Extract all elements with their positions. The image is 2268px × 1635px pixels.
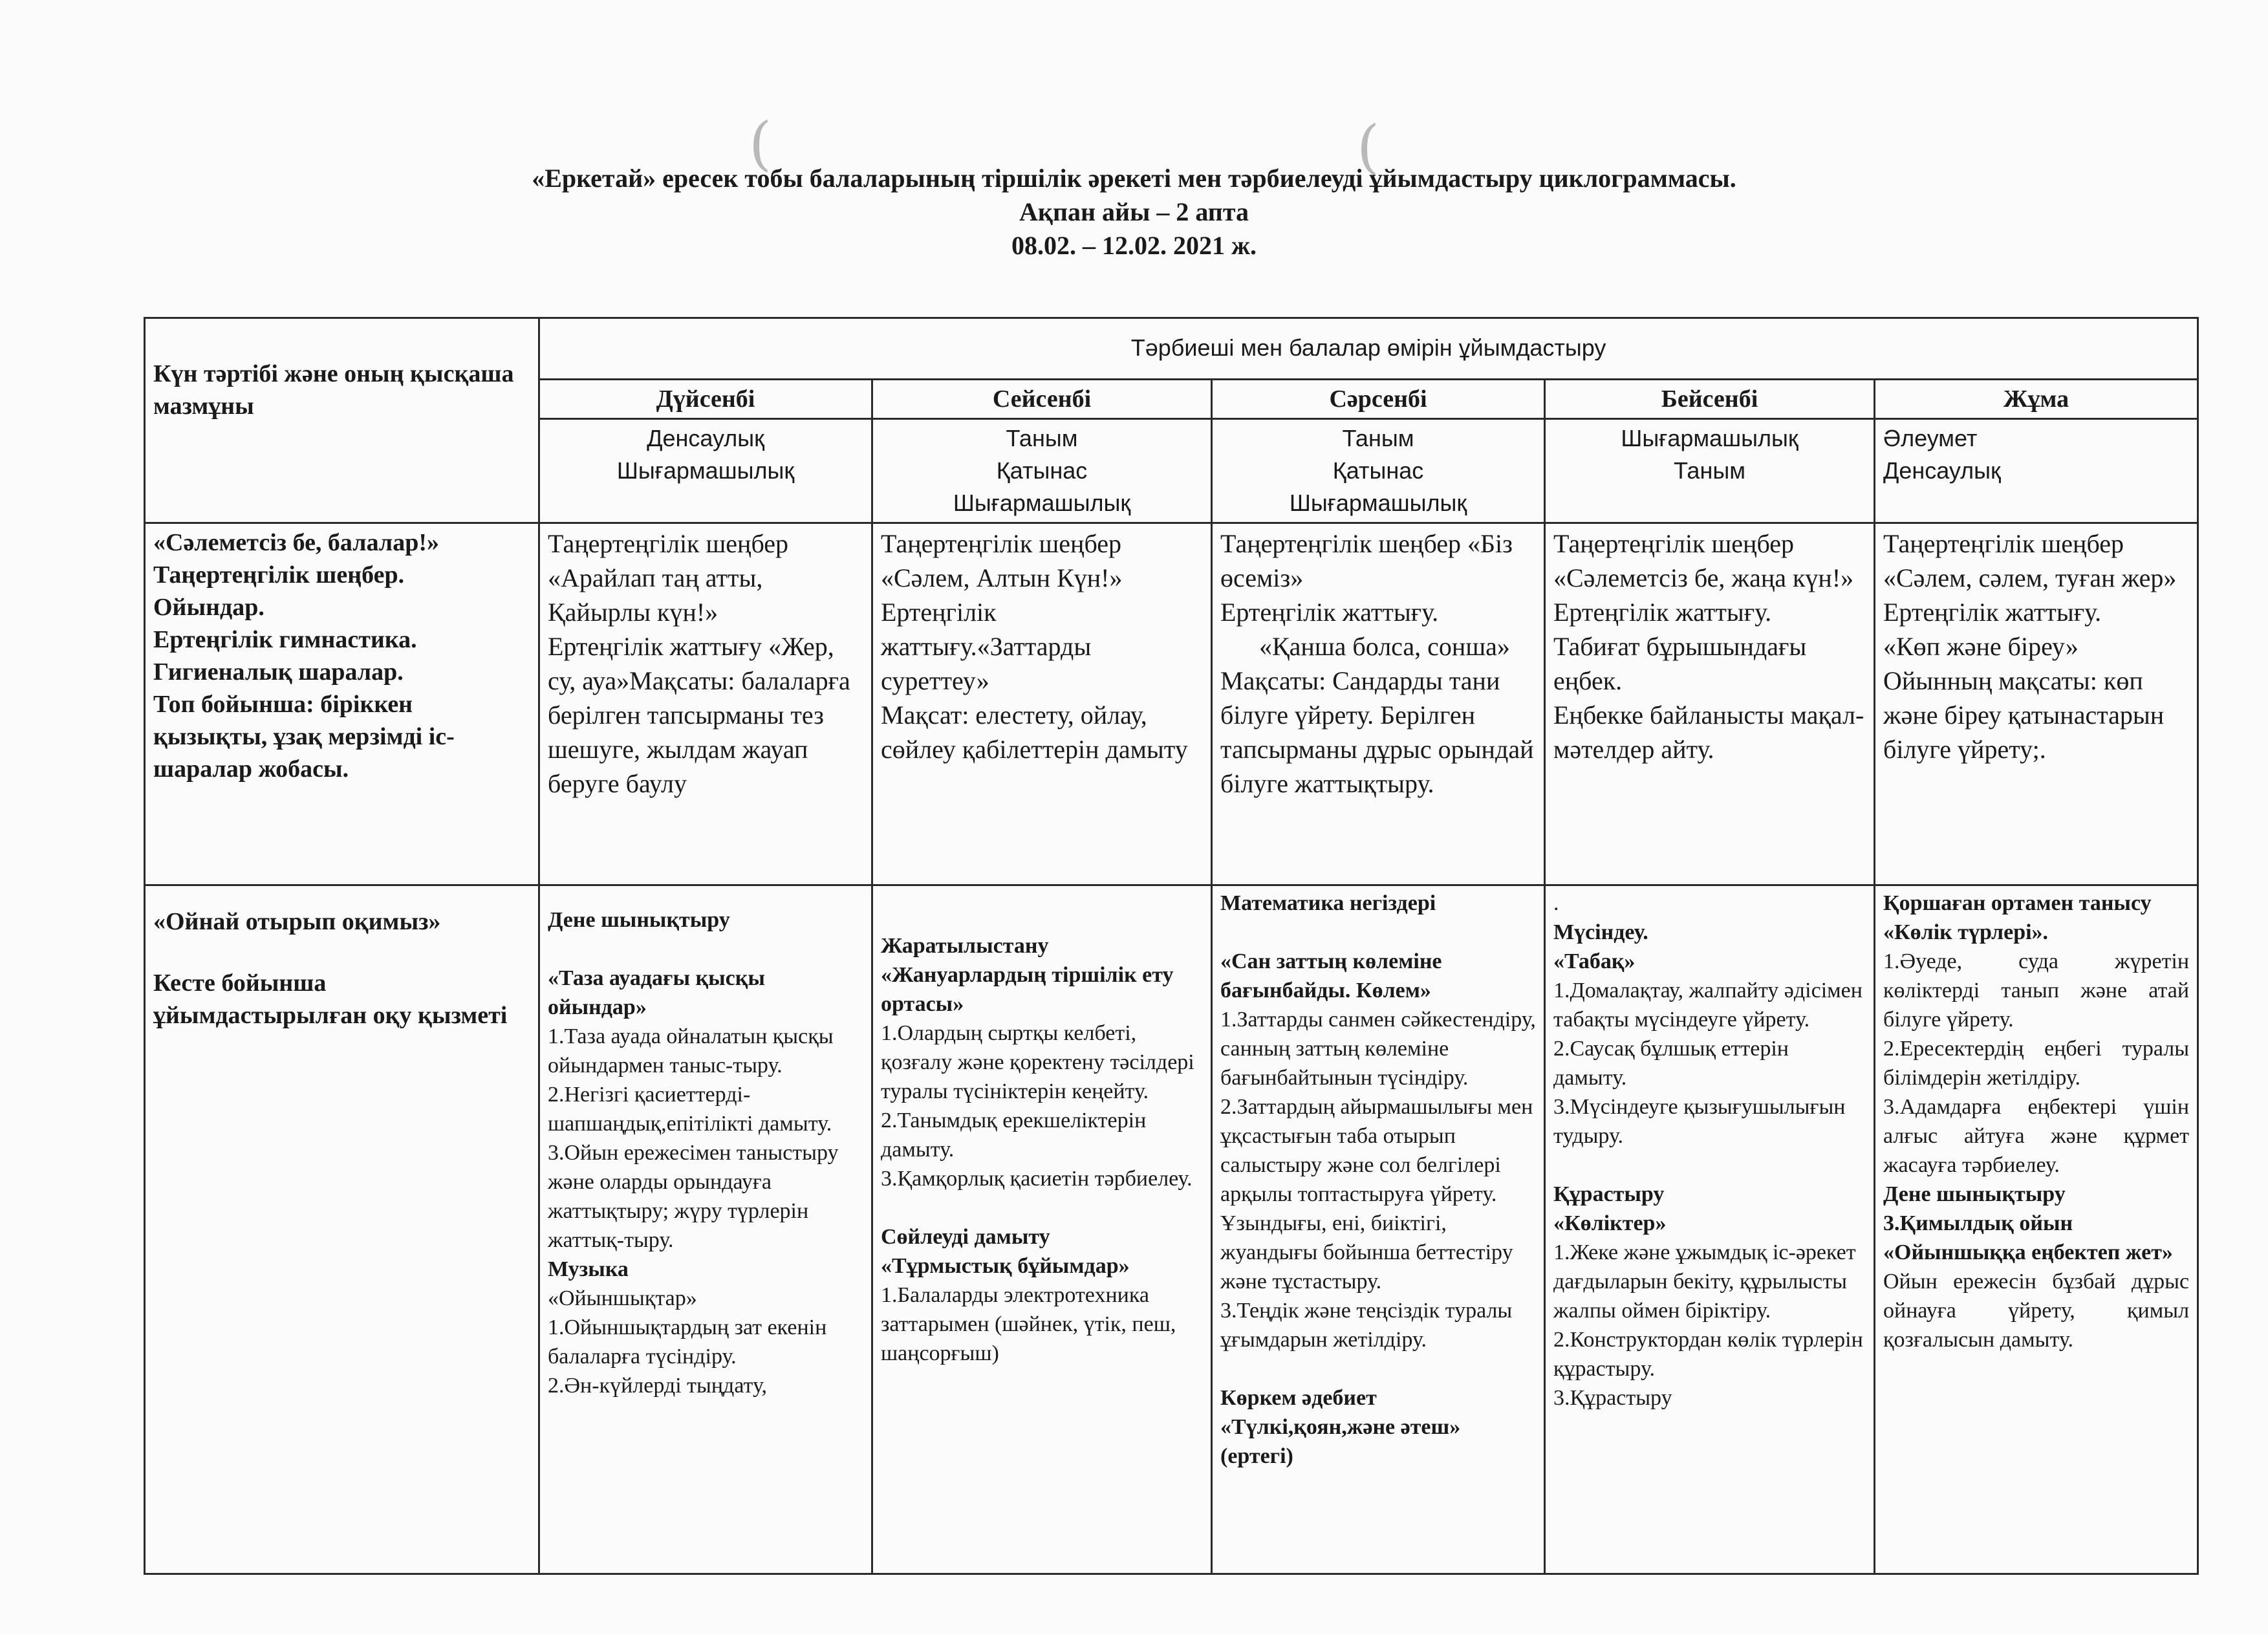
morning-cell-thursday (1545, 523, 1875, 885)
lessons-cell-friday (1875, 885, 2198, 1574)
morning-label-line: Топ бойынша: біріккен қызықты, ұзақ мерзімді іс-шаралар жобасы. (153, 691, 455, 783)
area-label: Таным (1674, 457, 1745, 484)
morning-text: Ертеңгілік жаттығу. (1883, 598, 2102, 627)
morning-row (145, 523, 2198, 885)
morning-text: Табиғат бұрышындағы еңбек. (1553, 632, 1807, 695)
morning-label-line: Ертеңгілік гимнастика. (153, 626, 417, 653)
lessons-cell-monday (539, 885, 872, 1574)
list-item: 1.Домалақтау, жалпайту әдісімен табақты мүсіндеуге үйрету. (1553, 979, 1863, 1032)
list-item: 2.Заттардың айырмашылығы мен ұқсастығын таба отырып салыстыру және сол белгілері арқылы топтастыруға үйрету. Ұзындығы, ені, биіктігі, жуандығы бойынша беттестіру және тұстастыру. (1220, 1095, 1533, 1294)
morning-text: Ертеңгілік жаттығу. (1220, 598, 1439, 627)
list-item: 2.Танымдық ерекшеліктерін дамыту. (881, 1109, 1147, 1162)
lessons-label-title: «Ойнай отырып оқимыз» (153, 908, 441, 935)
document-week: Ақпан айы – 2 апта (1019, 197, 1249, 226)
morning-cell-tuesday (872, 523, 1212, 885)
topic-title: «Таза ауадағы қысқы ойындар» (548, 966, 765, 1019)
topic-title: «Табақ» (1553, 949, 1636, 973)
group-label-cell (539, 318, 2198, 380)
morning-label-line: «Сәлеметсіз бе, балалар!» (153, 529, 440, 556)
list-item: 2.Конструктордан көлік түрлерін құрастыру. (1553, 1328, 1863, 1381)
area-label: Шығармашылық (1621, 425, 1798, 451)
topic-title: «Тұрмыстық бұйымдар» (881, 1254, 1130, 1278)
day-name-monday: Дүйсенбі (539, 380, 872, 419)
morning-text: Ертеңгілік жаттығу «Жер, су, ауа»Мақсаты: балаларға берілген тапсырманы тез шешуге, жылдам жауап беруге баулу (548, 632, 850, 798)
subject-title: Математика негіздері (1220, 891, 1436, 915)
area-label: Таным (1006, 425, 1078, 451)
morning-text: Таңертеңгілік шеңбер (1883, 529, 2124, 558)
list-item: 1.Олардың сыртқы келбеті, қозғалу және қоректену тәсілдері туралы түсініктерін кеңейту. (881, 1021, 1194, 1103)
morning-cell-monday (539, 523, 872, 885)
list-item: 2.Ересектердің еңбегі туралы білімдерін жетілдіру. (1883, 1037, 2190, 1090)
lessons-cell-wednesday (1212, 885, 1545, 1574)
subject-title: Сөйлеуді дамыту (881, 1225, 1050, 1249)
morning-row-label (145, 523, 539, 885)
lessons-row (145, 885, 2198, 1574)
subject-title: Қоршаған ортамен танысу (1883, 891, 2152, 915)
dot-mark: . (1553, 891, 1559, 915)
morning-text: Таңертеңгілік шеңбер «Біз өсеміз» (1220, 529, 1513, 592)
corner-label-cell (145, 318, 539, 523)
list-item: 2.Ән-күйлерді тыңдату, (548, 1374, 768, 1398)
topic-title: «Көлік түрлері». (1883, 920, 2049, 944)
area-label: Шығармашылық (953, 490, 1131, 516)
lessons-cell-thursday (1545, 885, 1875, 1574)
morning-text: «Сәлем, сәлем, туған жер» (1883, 563, 2177, 592)
list-item: 1.Таза ауада ойналатын қысқы ойындармен таныс-тыру. (548, 1024, 834, 1077)
area-label: Қатынас (996, 457, 1088, 484)
list-item: 1.Ойыншықтардың зат екенін балаларға түсіндіру. (548, 1316, 827, 1369)
list-item: 1.Жеке және ұжымдық іс-әрекет дағдыларын бекіту, құрылысты жалпы оймен біріктіру. (1553, 1240, 1856, 1323)
document-title: «Еркетай» ересек тобы балаларының тіршілік әрекеті мен тәрбиелеуді ұйымдастыру циклограммасы. (532, 164, 1736, 193)
area-label: Шығармашылық (616, 457, 795, 484)
subject-title: Жаратылыстану (881, 934, 1049, 958)
topic-title: 3.Қимылдық ойын «Ойыншыққа еңбектеп жет» (1883, 1211, 2173, 1264)
morning-text: Таңертеңгілік шеңбер «Сәлем, Алтын Күн!» (881, 529, 1123, 592)
day-name-thursday: Бейсенбі (1545, 380, 1875, 419)
subject-title: Дене шынықтыру (548, 908, 730, 932)
morning-text: Ойынның мақсаты: көп және біреу қатынастарын білуге үйрету;. (1883, 666, 2165, 764)
area-label: Таным (1342, 425, 1414, 451)
morning-text: «Қанша болса, сонша» Мақсаты: Сандарды тани білуге үйрету. Берілген тапсырманы дұрыс орындай білуге жаттықтыру. (1220, 632, 1534, 798)
list-item: 3.Теңдік және теңсіздік туралы ұғымдарын жетілдіру. (1220, 1299, 1513, 1352)
morning-label-line: Гигиеналық шаралар. (153, 658, 404, 686)
list-item: 1.Балаларды электротехника заттарымен (шәйнек, үтік, пеш, шаңсорғыш) (881, 1283, 1176, 1365)
lessons-cell-tuesday (872, 885, 1212, 1574)
document-header (0, 162, 2268, 263)
list-item: 1.Заттарды санмен сәйкестендіру, санның заттың көлеміне бағынбайтынын түсіндіру. (1220, 1008, 1536, 1090)
subject-title: Көркем әдебиет (1220, 1386, 1377, 1410)
list-item: 3.Мүсіндеуге қызығушылығын тудыру. (1553, 1095, 1846, 1148)
day-name-tuesday: Сейсенбі (872, 380, 1212, 419)
list-item: 1.Әуеде, суда жүретін көліктерді танып және атай білуге үйрету. (1883, 949, 2190, 1032)
subject-title: Мүсіндеу. (1553, 920, 1648, 944)
list-item: 2.Саусақ бұлшық еттерін дамыту. (1553, 1037, 1789, 1090)
scan-artifact-icon: ( (749, 110, 772, 178)
areas-friday (1875, 419, 2198, 523)
lessons-label-subtitle: Кесте бойынша ұйымдастырылған оқу қызметі (153, 969, 508, 1029)
topic-title: «Жануарлардың тіршілік ету ортасы» (881, 963, 1174, 1016)
list-item: 3.Қамқорлық қасиетін тәрбиелеу. (881, 1167, 1193, 1191)
scan-artifact-icon: ( (1357, 113, 1380, 181)
morning-label-line: Таңертеңгілік шеңбер. (153, 561, 405, 589)
cyclogram-table (144, 317, 2199, 1575)
subject-title: Музыка (548, 1257, 629, 1281)
table-header-row (145, 318, 2198, 380)
area-label: Әлеумет (1883, 425, 1978, 451)
list-item: 3.Адамдарға еңбектері үшін алғыс айтуға және құрмет жасауға тәрбиелеу. (1883, 1095, 2190, 1177)
morning-text: Еңбекке байланысты мақал-мәтелдер айту. (1553, 700, 1864, 764)
lessons-row-label (145, 885, 539, 1574)
area-label: Денсаулық (1883, 457, 2001, 484)
area-label: Қатынас (1332, 457, 1424, 484)
subject-title: Құрастыру (1553, 1182, 1665, 1206)
topic-title: «Ойыншықтар» (548, 1286, 697, 1310)
morning-text: «Көп және біреу» (1883, 632, 2079, 661)
areas-tuesday (872, 419, 1212, 523)
areas-thursday (1545, 419, 1875, 523)
day-name-friday: Жұма (1875, 380, 2198, 419)
subject-title: Дене шынықтыру (1883, 1182, 2066, 1206)
areas-monday (539, 419, 872, 523)
morning-text: Таңертеңгілік шеңбер «Арайлап таң атты, Қайырлы күн!» (548, 529, 789, 627)
morning-text: Ертеңгілік жаттығу. (1553, 598, 1772, 627)
group-label: Тәрбиеші мен балалар өмірін ұйымдастыру (1130, 334, 1606, 361)
document-dates: 08.02. – 12.02. 2021 ж. (1011, 231, 1257, 260)
corner-label: Күн тәртібі және оның қысқаша мазмұны (153, 360, 514, 420)
list-item: 3.Құрастыру (1553, 1386, 1672, 1410)
morning-cell-friday (1875, 523, 2198, 885)
list-item: 3.Ойын ережесімен таныстыру және оларды орындауға жаттықтыру; жүру түрлерін жаттық-тыру. (548, 1141, 839, 1252)
morning-text: Ертеңгілік жаттығу.«Заттарды суреттеу» (881, 598, 1092, 695)
topic-title: «Сан заттың көлеміне бағынбайды. Көлем» (1220, 949, 1442, 1002)
area-label: Шығармашылық (1289, 490, 1467, 516)
topic-title: «Көліктер» (1553, 1211, 1667, 1235)
areas-wednesday (1212, 419, 1545, 523)
area-label: Денсаулық (647, 425, 764, 451)
topic-title: «Түлкі,қоян,және әтеш» (ертегі) (1220, 1415, 1461, 1468)
list-item: 2.Негізгі қасиеттерді-шапшаңдық,епітілікті дамыту. (548, 1083, 832, 1136)
day-name-wednesday: Сәрсенбі (1212, 380, 1545, 419)
morning-label-line: Ойындар. (153, 594, 265, 621)
morning-text: Мақсат: елестету, ойлау, сөйлеу қабілеттерін дамыту (881, 700, 1188, 764)
morning-cell-wednesday (1212, 523, 1545, 885)
list-item: Ойын ережесін бұзбай дұрыс ойнауға үйрету, қимыл қозғалысын дамыту. (1883, 1270, 2190, 1352)
morning-text: Таңертеңгілік шеңбер «Сәлеметсіз бе, жаңа күн!» (1553, 529, 1854, 592)
